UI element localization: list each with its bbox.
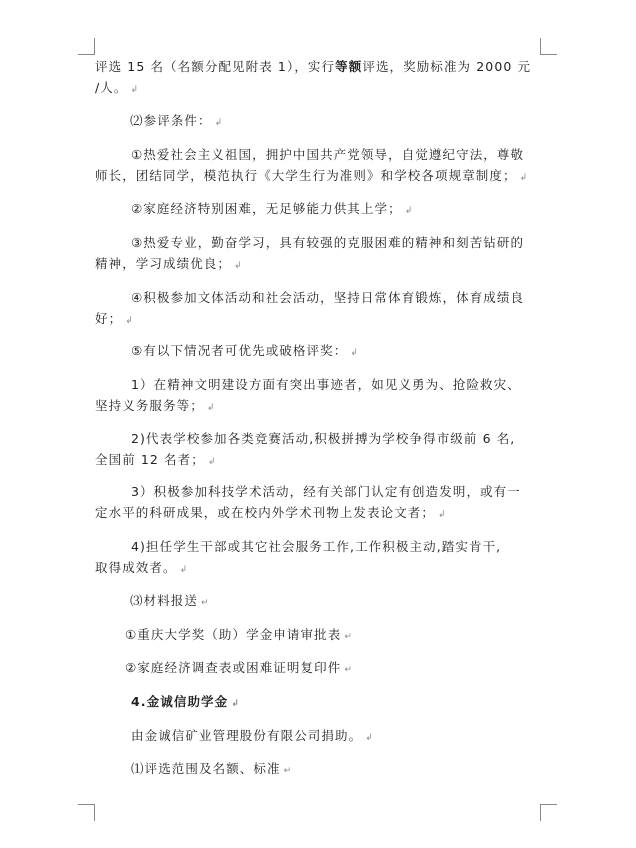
- paragraph-mark-icon: ↲: [206, 403, 215, 413]
- priority-4-line-2: 取得成效者。 ↲: [95, 560, 188, 575]
- margin-corner-top-left: [78, 38, 95, 55]
- return-arrow-icon: ↵: [201, 598, 209, 608]
- condition-1-line-1: ①热爱社会主义祖国，拥护中国共产党领导，自觉遵纪守法，尊敬: [131, 147, 525, 162]
- text-run: 评选，奖励标准为 2000 元: [362, 59, 532, 74]
- margin-corner-top-right: [540, 38, 557, 55]
- condition-4-line-2: 好； ↲: [95, 311, 133, 326]
- paragraph-mark-icon: ↲: [179, 565, 188, 575]
- bold-text-run: 等额: [335, 59, 363, 74]
- priority-1-line-1: 1）在精神文明建设方面有突出事迹者，如见义勇为、抢险救灾、: [131, 377, 521, 392]
- section-4-subheading: ⑴评选范围及名额、标准 ↵: [131, 761, 292, 776]
- section-heading: ⑶材料报送 ↵: [130, 593, 209, 608]
- priority-1-line-2: 坚持义务服务等； ↲: [95, 398, 215, 413]
- priority-2-line-2: 全国前 12 名者； ↲: [95, 452, 216, 467]
- text-run: /人。: [95, 80, 128, 95]
- margin-corner-bottom-left: [78, 804, 95, 821]
- priority-3-line-1: 3）积极参加科技学术活动，经有关部门认定有创造发明，或有一: [131, 484, 521, 499]
- section-4-description: 由金诚信矿业管理股份有限公司捐助。 ↲: [131, 728, 373, 743]
- paragraph-line: [95, 80, 138, 98]
- condition-3-line-1: ③热爱专业，勤奋学习，具有较强的克服困难的精神和刻苦钻研的: [131, 235, 525, 250]
- condition-3-line-2: 精神，学习成绩优良； ↲: [95, 256, 242, 271]
- paragraph-mark-icon: ↲: [519, 173, 528, 183]
- text-run: 评选 15 名（名额分配见附表 1），实行: [95, 59, 336, 74]
- condition-2: ②家庭经济特别困难，无足够能力供其上学； ↲: [131, 201, 413, 216]
- paragraph-mark-icon: ↲: [231, 699, 239, 709]
- paragraph-mark-icon: ↲: [234, 261, 242, 271]
- paragraph-mark-icon: ↲: [130, 85, 139, 95]
- return-arrow-icon: ↵: [344, 665, 352, 675]
- paragraph-mark-icon: ↲: [350, 348, 358, 358]
- section-heading: ⑵参评条件： ↲: [130, 113, 223, 128]
- paragraph-mark-icon: ↲: [207, 457, 216, 467]
- paragraph-line: [95, 59, 531, 75]
- return-arrow-icon: ↵: [283, 766, 292, 776]
- return-arrow-icon: ↵: [344, 632, 352, 642]
- condition-4-line-1: ④积极参加文体活动和社会活动，坚持日常体育锻炼，体育成绩良: [131, 290, 525, 305]
- paragraph-mark-icon: ↲: [438, 510, 446, 520]
- priority-3-line-2: 定水平的科研成果，或在校内外学术刊物上发表论文者； ↲: [95, 505, 446, 520]
- material-item-1: ①重庆大学奖（助）学金申请审批表 ↵: [125, 627, 352, 642]
- margin-corner-bottom-right: [540, 804, 557, 821]
- condition-1-line-2: 师长，团结同学，模范执行《大学生行为准则》和学校各项规章制度； ↲: [95, 168, 528, 183]
- priority-2-line-1: 2)代表学校参加各类竞赛活动,积极拼搏为学校争得市级前 6 名,: [131, 431, 516, 446]
- condition-5: ⑤有以下情况者可优先或破格评奖： ↲: [131, 343, 358, 358]
- priority-4-line-1: 4)担任学生干部或其它社会服务工作,工作积极主动,踏实肯干,: [131, 539, 502, 554]
- section-4-heading: 4.金诚信助学金 ↲: [131, 694, 239, 709]
- paragraph-mark-icon: ↲: [365, 733, 373, 743]
- paragraph-mark-icon: ↲: [214, 118, 223, 128]
- paragraph-mark-icon: ↲: [404, 206, 413, 216]
- paragraph-mark-icon: ↲: [125, 316, 133, 326]
- material-item-2: ②家庭经济调查表或困难证明复印件 ↵: [125, 660, 352, 675]
